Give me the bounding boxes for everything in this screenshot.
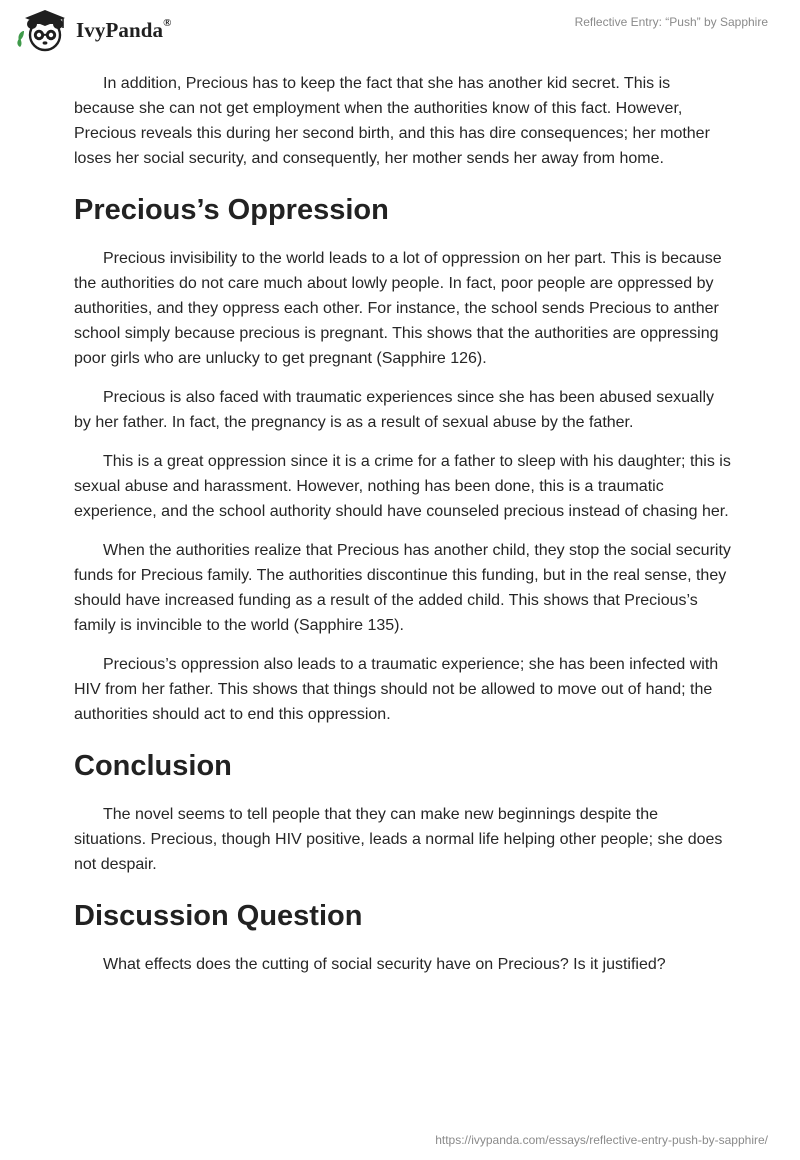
- paragraph: This is a great oppression since it is a crime for a father to sleep with his daughter; this is sexual abuse and harassment. However, nothing has been done, this is a traumatic experience, and the school authority should have counseled precious instead of chasing her.: [74, 453, 731, 520]
- paragraph: In addition, Precious has to keep the fact that she has another kid secret. This is because she can not get employment when the authorities know of this fact. However, Precious reveals this during her second birth, and this has dire consequences; her mother loses her social security, and consequently, her mother sends her away from home.: [74, 75, 710, 167]
- section-heading-oppression: Precious’s Oppression: [74, 194, 389, 226]
- section-heading-conclusion: Conclusion: [74, 750, 232, 782]
- page-header: [0, 0, 800, 60]
- panda-graduate-icon: [15, 7, 71, 53]
- paragraph: What effects does the cutting of social security have on Precious? Is it justified?: [103, 956, 666, 973]
- document-title: Reflective Entry: “Push” by Sapphire: [574, 15, 768, 29]
- paragraph: Precious is also faced with traumatic experiences since she has been abused sexually by her father. In fact, the pregnancy is as a result of sexual abuse by the father.: [74, 389, 714, 431]
- paragraph: The novel seems to tell people that they can make new beginnings despite the situations. Precious, though HIV positive, leads a normal life helping other people; she does not despair.: [74, 806, 723, 873]
- logo-wordmark: [76, 18, 172, 43]
- logo-text: IvyPanda: [76, 17, 164, 42]
- registered-mark: ®: [163, 16, 172, 29]
- paragraph: Precious’s oppression also leads to a traumatic experience; she has been infected with HIV from her father. This shows that things should not be allowed to move out of hand; the authorities should act to end this oppression.: [74, 656, 719, 723]
- essay-content: [74, 71, 734, 991]
- source-url[interactable]: https://ivypanda.com/essays/reflective-entry-push-by-sapphire/: [435, 1133, 768, 1147]
- ivypanda-logo[interactable]: [15, 7, 172, 53]
- paragraph: When the authorities realize that Precious has another child, they stop the social security funds for Precious family. The authorities discontinue this funding, but in the real sense, they should have increased funding as a result of the added child. This shows that Precious’s family is invincible to the world (Sapphire 135).: [74, 542, 731, 634]
- paragraph: Precious invisibility to the world leads to a lot of oppression on her part. This is because the authorities do not care much about lowly people. In fact, poor people are oppressed by authorities, and they oppress each other. For instance, the school sends Precious to anther school simply because precious is pregnant. This shows that the authorities are oppressing poor girls who are unlucky to get pregnant (Sapphire 126).: [74, 250, 722, 367]
- section-heading-discussion-question: Discussion Question: [74, 900, 363, 932]
